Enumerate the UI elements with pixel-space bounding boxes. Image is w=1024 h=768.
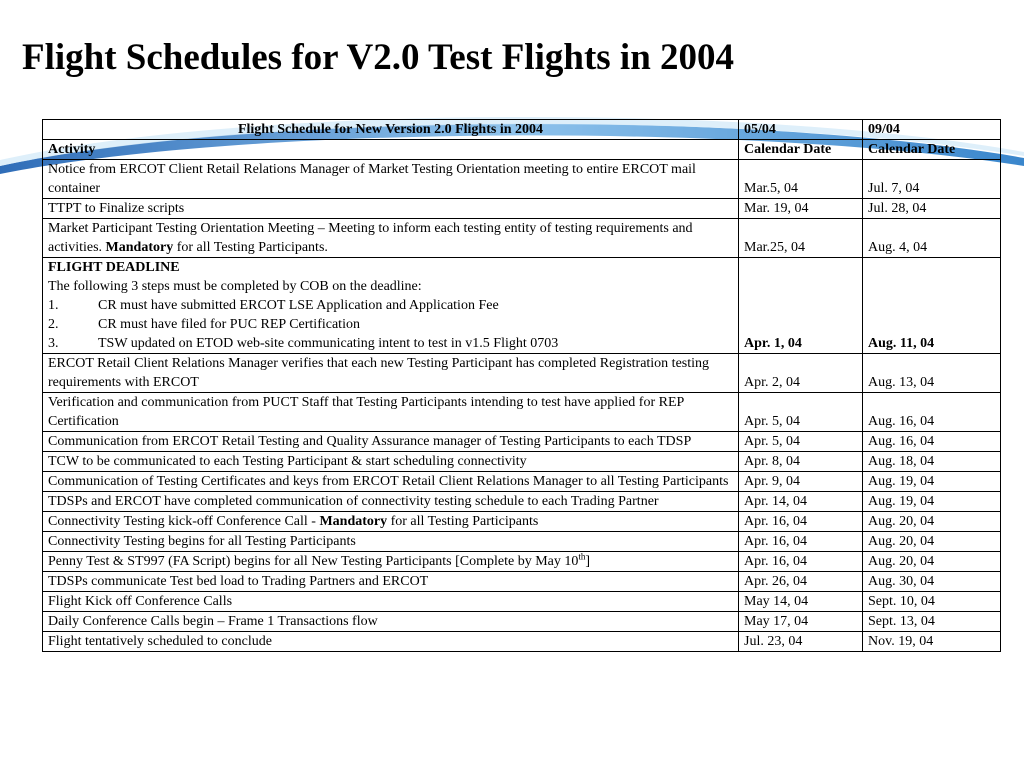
table-row <box>43 552 1001 572</box>
date-05-04-cell: Mar.25, 04 <box>739 219 863 258</box>
activity-text: TTPT to Finalize scripts <box>48 201 185 216</box>
table-row <box>43 572 1001 592</box>
table-subheader-row <box>43 140 1001 160</box>
activity-cell <box>43 354 739 393</box>
date-05-04-cell: Apr. 14, 04 <box>739 492 863 512</box>
step-text: CR must have submitted ERCOT LSE Application and Application Fee <box>98 298 499 313</box>
date-09-04-cell: Aug. 19, 04 <box>863 492 1001 512</box>
date-05-04-cell: Apr. 2, 04 <box>739 354 863 393</box>
date-05-04-cell: Mar.5, 04 <box>739 160 863 199</box>
table-row <box>43 393 1001 432</box>
activity-text: Daily Conference Calls begin – Frame 1 Transactions flow <box>48 614 378 629</box>
mandatory-label: Mandatory <box>319 514 388 529</box>
activity-cell <box>43 532 739 552</box>
ordinal-superscript: th <box>578 551 586 562</box>
date-09-04-cell <box>863 258 1001 354</box>
table-row <box>43 612 1001 632</box>
table-header-row <box>43 120 1001 140</box>
table-row <box>43 512 1001 532</box>
date-05-04-cell: May 14, 04 <box>739 592 863 612</box>
activity-cell <box>43 472 739 492</box>
table-row <box>43 632 1001 652</box>
subheader-calendar-date-2: Calendar Date <box>863 140 1001 160</box>
activity-text: Flight tentatively scheduled to conclude <box>48 634 272 649</box>
date-05-04-cell: Apr. 16, 04 <box>739 552 863 572</box>
step-number: 2. <box>48 317 59 332</box>
activity-cell <box>43 592 739 612</box>
table-row <box>43 219 1001 258</box>
date-09-04-cell: Jul. 7, 04 <box>863 160 1001 199</box>
date-09-04-cell: Nov. 19, 04 <box>863 632 1001 652</box>
activity-text: Connectivity Testing begins for all Testing Participants <box>48 534 356 549</box>
activity-cell <box>43 552 739 572</box>
date-09-04-cell: Aug. 20, 04 <box>863 532 1001 552</box>
deadline-date: Aug. 11, 04 <box>868 336 935 351</box>
header-date-05-04: 05/04 <box>739 120 863 140</box>
date-09-04-cell: Aug. 20, 04 <box>863 512 1001 532</box>
date-09-04-cell: Aug. 30, 04 <box>863 572 1001 592</box>
activity-text: Market Participant Testing Orientation Meeting – Meeting to inform each testing entity of testing requirements and activities. <box>48 221 693 255</box>
step-number: 1. <box>48 298 59 313</box>
activity-text: Penny Test & ST997 (FA Script) begins for all New Testing Participants [Complete by May 10 <box>48 554 579 569</box>
table-row <box>43 160 1001 199</box>
date-09-04-cell: Aug. 20, 04 <box>863 552 1001 572</box>
activity-text-tail: for all Testing Participants. <box>173 240 328 255</box>
table-row <box>43 258 1001 354</box>
activity-cell <box>43 612 739 632</box>
table-row <box>43 592 1001 612</box>
date-05-04-cell: Apr. 5, 04 <box>739 432 863 452</box>
date-09-04-cell: Sept. 10, 04 <box>863 592 1001 612</box>
activity-cell <box>43 432 739 452</box>
activity-cell <box>43 632 739 652</box>
date-09-04-cell: Sept. 13, 04 <box>863 612 1001 632</box>
activity-cell <box>43 219 739 258</box>
deadline-step <box>48 315 733 334</box>
activity-cell <box>43 199 739 219</box>
table-row <box>43 472 1001 492</box>
flight-deadline-intro: The following 3 steps must be completed by COB on the deadline: <box>48 279 422 294</box>
header-activity: Flight Schedule for New Version 2.0 Flights in 2004 <box>43 120 739 140</box>
date-05-04-cell: Apr. 26, 04 <box>739 572 863 592</box>
date-05-04-cell: Apr. 9, 04 <box>739 472 863 492</box>
date-05-04-cell: Apr. 16, 04 <box>739 512 863 532</box>
date-09-04-cell: Aug. 16, 04 <box>863 393 1001 432</box>
subheader-calendar-date-1: Calendar Date <box>739 140 863 160</box>
activity-text: Flight Kick off Conference Calls <box>48 594 233 609</box>
activity-text: TCW to be communicated to each Testing Participant & start scheduling connectivity <box>48 454 527 469</box>
activity-cell <box>43 572 739 592</box>
date-05-04-cell: May 17, 04 <box>739 612 863 632</box>
deadline-date: Apr. 1, 04 <box>744 336 802 351</box>
activity-cell <box>43 160 739 199</box>
activity-text: ERCOT Retail Client Relations Manager verifies that each new Testing Participant has completed Registration testing requirements with ERCOT <box>48 356 710 390</box>
activity-text: Communication from ERCOT Retail Testing and Quality Assurance manager of Testing Participants to each TDSP <box>48 434 692 449</box>
date-09-04-cell: Aug. 16, 04 <box>863 432 1001 452</box>
date-05-04-cell: Apr. 8, 04 <box>739 452 863 472</box>
date-09-04-cell: Aug. 18, 04 <box>863 452 1001 472</box>
flight-deadline-heading: FLIGHT DEADLINE <box>48 260 180 275</box>
activity-cell <box>43 393 739 432</box>
activity-cell <box>43 258 739 354</box>
date-05-04-cell: Mar. 19, 04 <box>739 199 863 219</box>
activity-text: Verification and communication from PUCT Staff that Testing Participants intending to test have applied for REP Certification <box>48 395 684 429</box>
activity-text: TDSPs communicate Test bed load to Trading Partners and ERCOT <box>48 574 429 589</box>
flight-schedule-table <box>42 119 1001 652</box>
activity-text-tail: ] <box>585 554 591 569</box>
table-row <box>43 532 1001 552</box>
table-row <box>43 199 1001 219</box>
activity-text: TDSPs and ERCOT have completed communication of connectivity testing schedule to each Trading Partner <box>48 494 659 509</box>
step-number: 3. <box>48 336 59 351</box>
header-date-09-04: 09/04 <box>863 120 1001 140</box>
activity-text-tail: for all Testing Participants <box>387 514 539 529</box>
activity-cell <box>43 492 739 512</box>
deadline-step <box>48 296 733 315</box>
activity-cell <box>43 452 739 472</box>
date-09-04-cell: Aug. 19, 04 <box>863 472 1001 492</box>
slide-title: Flight Schedules for V2.0 Test Flights in 2004 <box>22 37 735 78</box>
date-09-04-cell: Jul. 28, 04 <box>863 199 1001 219</box>
step-text: TSW updated on ETOD web-site communicating intent to test in v1.5 Flight 0703 <box>98 336 559 351</box>
activity-text: Communication of Testing Certificates and keys from ERCOT Retail Client Relations Manager to all Testing Participants <box>48 474 729 489</box>
date-05-04-cell: Apr. 5, 04 <box>739 393 863 432</box>
activity-text: Connectivity Testing kick-off Conference Call - <box>48 514 320 529</box>
date-05-04-cell: Apr. 16, 04 <box>739 532 863 552</box>
step-text: CR must have filed for PUC REP Certification <box>98 317 360 332</box>
table-row <box>43 432 1001 452</box>
deadline-step <box>48 334 733 353</box>
date-09-04-cell: Aug. 4, 04 <box>863 219 1001 258</box>
date-09-04-cell: Aug. 13, 04 <box>863 354 1001 393</box>
table-row <box>43 354 1001 393</box>
table-row <box>43 492 1001 512</box>
subheader-activity: Activity <box>43 140 739 160</box>
date-05-04-cell <box>739 258 863 354</box>
table-row <box>43 452 1001 472</box>
activity-cell <box>43 512 739 532</box>
activity-text: Notice from ERCOT Client Retail Relations Manager of Market Testing Orientation meeting to entire ERCOT mail container <box>48 162 696 196</box>
mandatory-label: Mandatory <box>105 240 174 255</box>
date-05-04-cell: Jul. 23, 04 <box>739 632 863 652</box>
